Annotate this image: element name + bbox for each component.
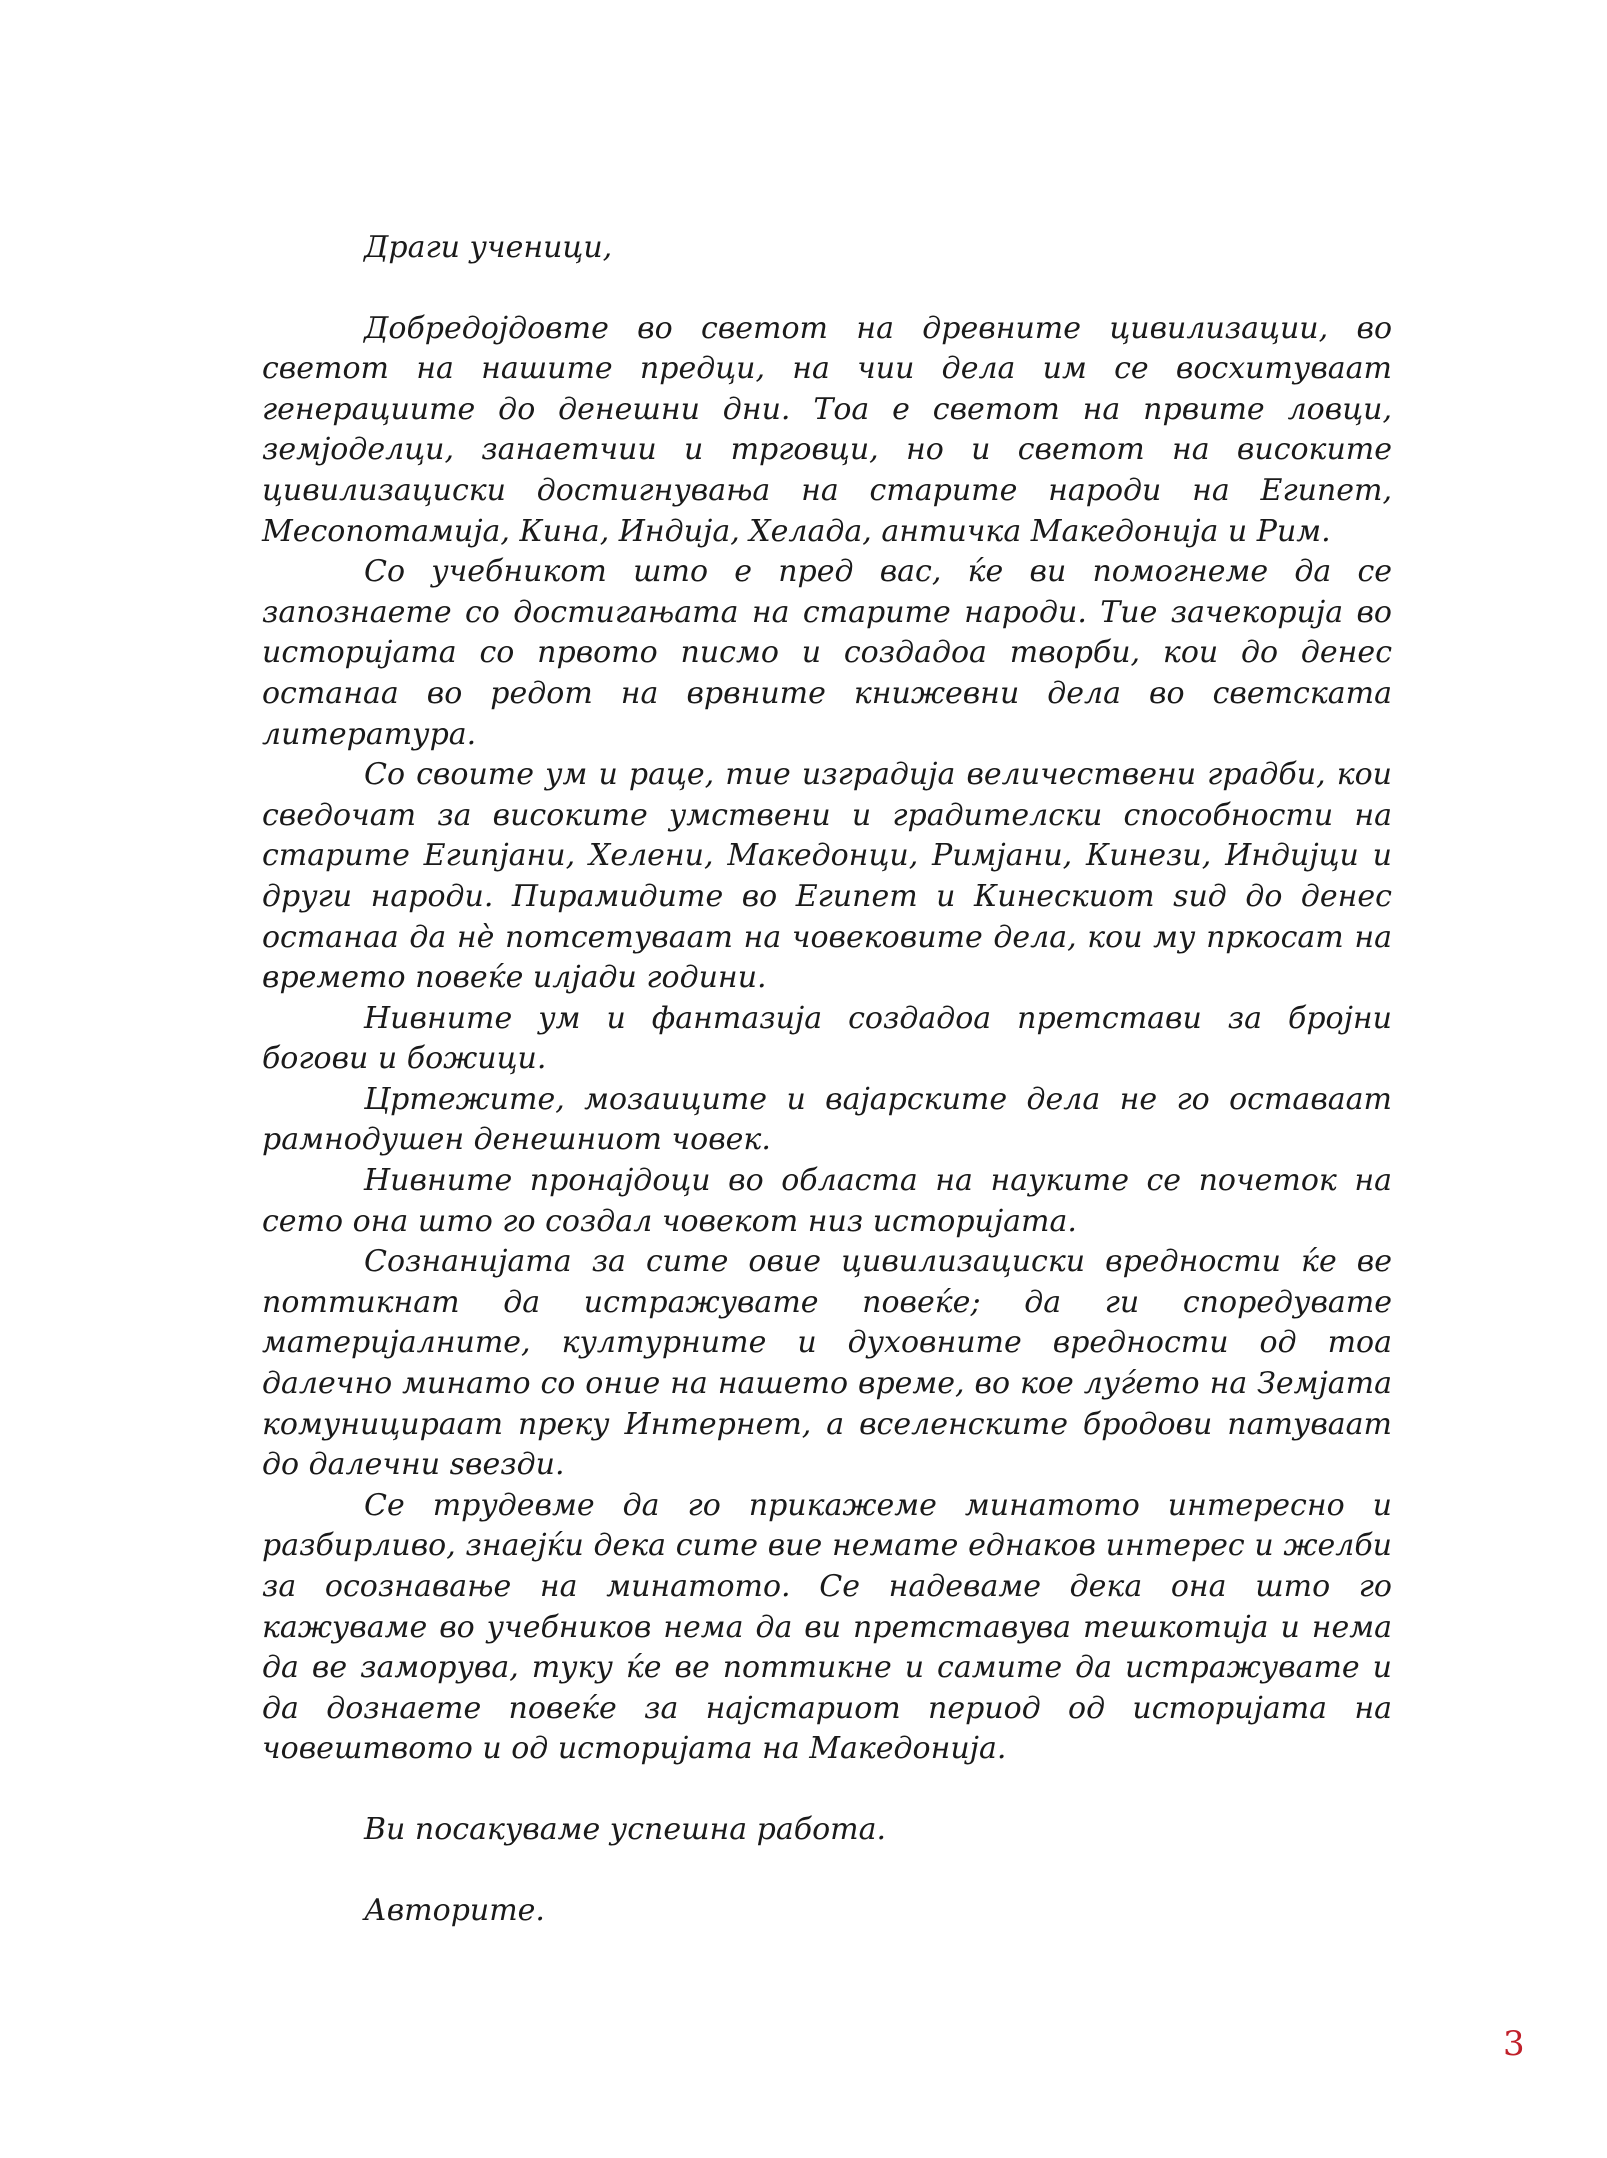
letter-body	[262, 228, 1392, 1931]
letter-paragraph-4: Нивните ум и фантазија создадоа претстави за бројни богови и божици.	[262, 1000, 1392, 1077]
letter-wish: Ви посакуваме успешна работа.	[364, 1811, 887, 1847]
letter-paragraph-8: Се трудевме да го прикажеме минатото интересно и разбирливо, знаејќи дека сите вие немате еднаков интерес и желби за осознавање на минатото. Се надеваме дека она што го кажуваме во учебников нема да ви претставува тешкотија и нема да ве заморува, туку ќе ве поттикне и самите да истражувате и да дознаете повеќе за најстариот период од историјата на човештвото и од историјата на Македонија.	[262, 1487, 1392, 1767]
letter-signature: Авторите.	[364, 1892, 545, 1928]
spacer	[262, 269, 1392, 309]
letter-paragraph-3: Со своите ум и раце, тие изградија величествени градби, кои сведочат за високите умствени и градителски способности на старите Египјани, Хелени, Македонци, Римјани, Кинези, Индијци и други народи. Пирамидите во Египет и Кинескиот ѕид до денес останаа да нè потсетуваат на човековите дела, кои му пркосат на времето повеќе илјади години.	[262, 757, 1392, 996]
letter-greeting: Драги ученици,	[364, 230, 613, 265]
page-number: 3	[1503, 2024, 1525, 2064]
spacer	[262, 1770, 1392, 1810]
spacer	[262, 1851, 1392, 1891]
letter-paragraph-2: Со учебникот што е пред вас, ќе ви помогнеме да се запознаете со достигањата на старите народи. Тие зачекорија во историјата со првото писмо и создадоа творби, кои до денес останаа во редот на врвните книжевни дела во светската литература.	[262, 554, 1392, 752]
letter-paragraph-5: Цртежите, мозаиците и вајарските дела не го оставаат рамнодушен денешниот човек.	[262, 1081, 1392, 1158]
letter-paragraph-1: Добредојдовте во светот на древните цивилизации, во светот на нашите предци, на чии дела им се восхитуваат генерациите до денешни дни. Тоа е светот на првите ловци, земјоделци, занаетчии и трговци, но и светот на високите цивилизациски достигнувања на старите народи на Египет, Месопотамија, Кина, Индија, Хелада, античка Македонија и Рим.	[262, 310, 1392, 549]
letter-paragraph-6: Нивните пронајдоци во областа на науките се почеток на сето она што го создал човекот низ историјата.	[262, 1163, 1392, 1239]
letter-paragraph-7: Сознанијата за сите овие цивилизациски вредности ќе ве поттикнат да истражувате повеќе; да ги споредувате материјалните, културните и духовните вредности од тоа далечно минато со оние на нашето време, во кое луѓето на Земјата комуницираат преку Интернет, а вселенските бродови патуваат до далечни ѕвезди.	[262, 1244, 1392, 1483]
